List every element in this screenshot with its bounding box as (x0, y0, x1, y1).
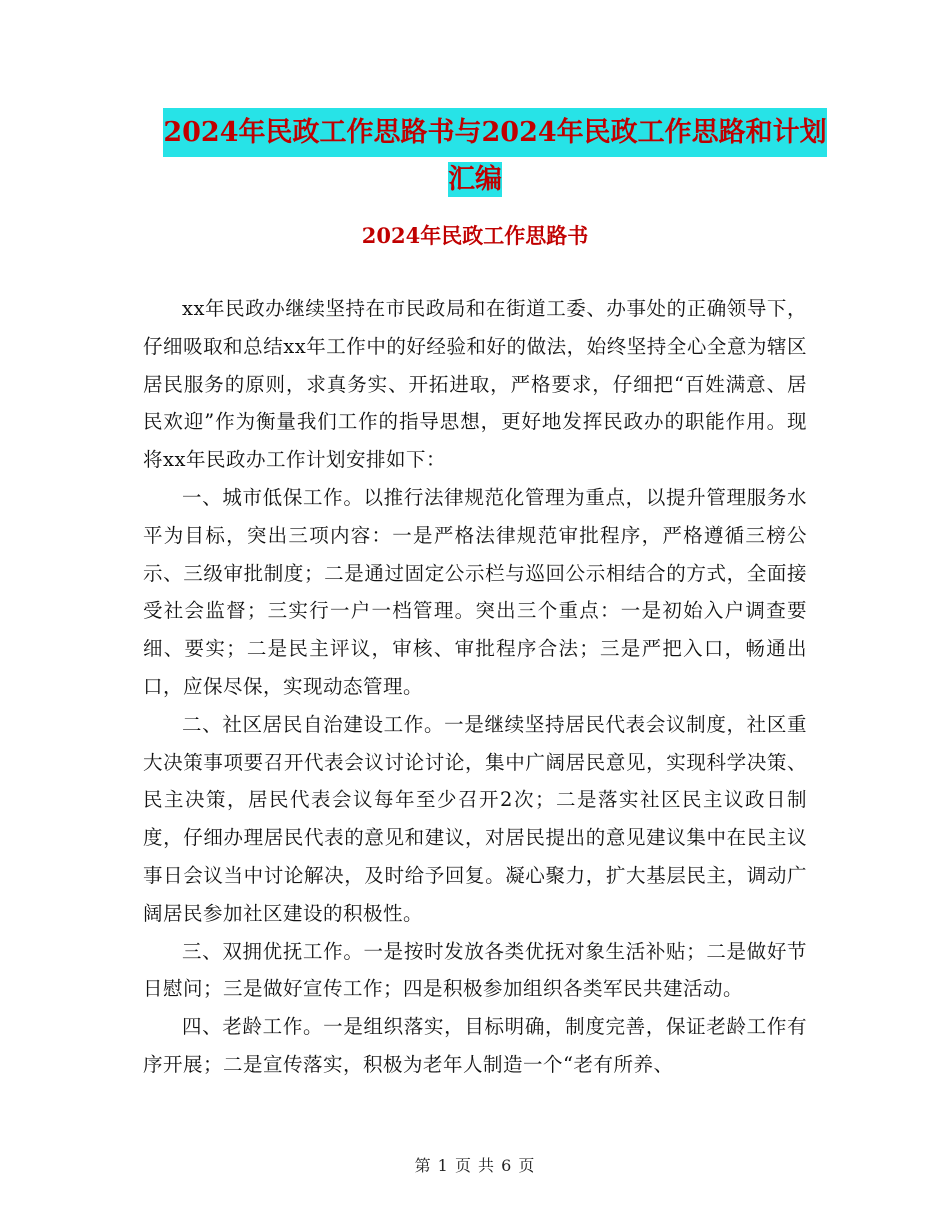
paragraph-intro: xx年民政办继续坚持在市民政局和在街道工委、办事处的正确领导下，仔细吸取和总结xx年工作中的好经验和好的做法，始终坚持全心全意为辖区居民服务的原则，求真务实、开拓进取，严格要求，仔细把“百姓满意、居民欢迎”作为衡量我们工作的指导思想，更好地发挥民政办的职能作用。现将xx年民政办工作计划安排如下： (143, 297, 807, 472)
paragraph-community-autonomy: 二、社区居民自治建设工作。一是继续坚持居民代表会议制度，社区重大决策事项要召开代表会议讨论讨论，集中广阔居民意见，实现科学决策、民主决策，居民代表会议每年至少召开2次；二是落实社区民主议政日制度，仔细办理居民代表的意见和建议，对居民提出的意见建议集中在民主议事日会议当中讨论解决，及时给予回复。凝心聚力，扩大基层民主，调动广阔居民参加社区建设的积极性。 (143, 712, 807, 925)
document-title-line1: 2024年民政工作思路书与2024年民政工作思路和计划 (163, 108, 826, 157)
document-title (0, 108, 950, 202)
paragraph-elderly-work: 四、老龄工作。一是组织落实，目标明确，制度完善，保证老龄工作有序开展；二是宣传落实，积极为老年人制造一个“老有所养、 (143, 1015, 807, 1076)
page-footer: 第 1 页 共 6 页 (414, 1156, 536, 1175)
document-body (143, 290, 807, 1084)
paragraph-urban-subsistence: 一、城市低保工作。以推行法律规范化管理为重点，以提升管理服务水平为目标，突出三项内容：一是严格法律规范审批程序，严格遵循三榜公示、三级审批制度；二是通过固定公示栏与巡回公示相结合的方式，全面接受社会监督；三实行一户一档管理。突出三个重点：一是初始入户调查要细、要实；二是民主评议，审核、审批程序合法；三是严把入口，畅通出口，应保尽保，实现动态管理。 (143, 485, 807, 698)
document-title-line2: 汇编 (448, 164, 502, 195)
section-subtitle: 2024年民政工作思路书 (361, 223, 589, 248)
paragraph-military-support: 三、双拥优抚工作。一是按时发放各类优抚对象生活补贴；二是做好节日慰问；三是做好宣传工作；四是积极参加组织各类军民共建活动。 (143, 939, 807, 1001)
